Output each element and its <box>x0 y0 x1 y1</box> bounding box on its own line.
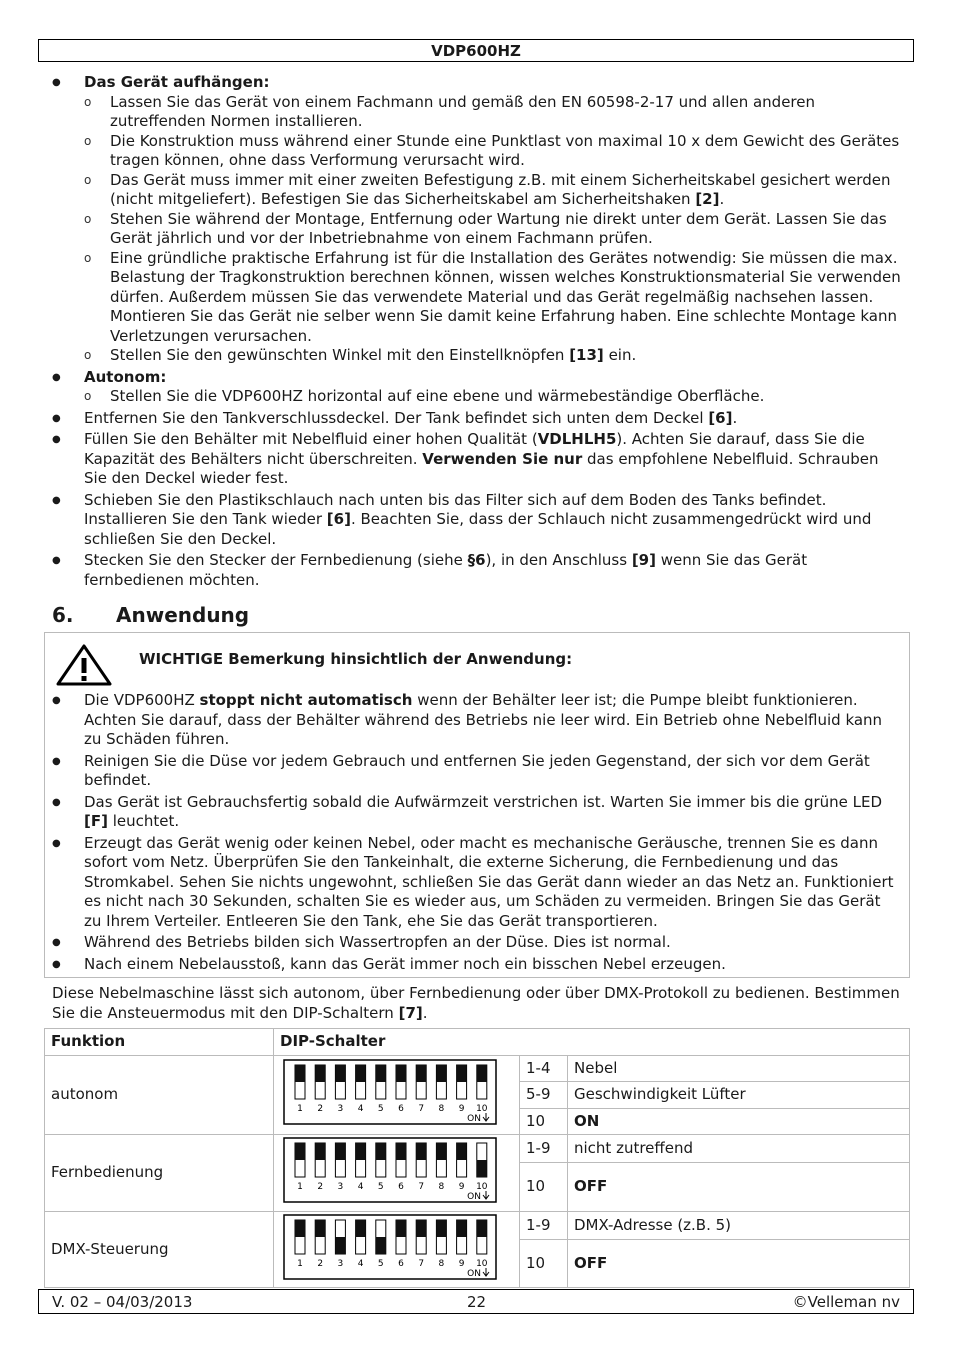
top-bullet-list <box>52 73 902 592</box>
dip-on-label: ON <box>467 1192 481 1202</box>
bold-text: [2] <box>695 190 720 208</box>
dip-number-label: 3 <box>337 1104 344 1115</box>
switch-range-cell: 10 <box>520 1240 568 1288</box>
sub-bullet-item <box>84 387 902 407</box>
dip-number-label: 2 <box>317 1258 324 1269</box>
mode-cell: DMX-Steuerung <box>45 1211 274 1288</box>
bold-text: VDLHLH5 <box>537 430 617 448</box>
text-run: . Beachten Sie, dass der Schlauch nicht zusammengedrückt wird und schließen Sie den Deckel. <box>84 510 872 548</box>
dip-number-label: 3 <box>337 1182 344 1192</box>
text-run: Stellen Sie die VDP600HZ horizontal auf eine ebene und wärmebeständige Oberfläche. <box>110 387 765 405</box>
dip-number-label: 4 <box>357 1258 364 1269</box>
dip-switch-10 <box>476 1220 488 1269</box>
switch-range-cell: 1-9 <box>520 1135 568 1163</box>
bold-text: [6] <box>708 408 733 427</box>
bold-text: [6] <box>326 510 351 528</box>
setting-description-cell: DMX-Adresse (z.B. 5) <box>568 1211 910 1240</box>
table-row <box>45 1135 910 1163</box>
table-row <box>45 1056 910 1082</box>
table-row <box>45 1211 910 1240</box>
dip-number-label: 9 <box>458 1104 465 1115</box>
text-run: Füllen Sie den Behälter mit Nebelfluid einer hohen Qualität ( <box>84 430 538 448</box>
text-run: Stecken Sie den Stecker der Fernbedienung (siehe <box>84 551 468 569</box>
dip-number-label: 8 <box>438 1182 445 1192</box>
dip-number-label: 9 <box>458 1182 465 1192</box>
dip-number-label: 5 <box>377 1104 384 1115</box>
sub-bullet-item <box>84 171 902 210</box>
setting-description-cell: Geschwindigkeit Lüfter <box>568 1082 910 1109</box>
bold-text: [7] <box>398 1003 423 1022</box>
dip-number-label: 5 <box>377 1182 384 1192</box>
dip-switch-table <box>44 1028 910 1288</box>
bold-text: Verwenden Sie nur <box>422 449 583 468</box>
text-run: Während des Betriebs bilden sich Wassertropfen an der Düse. Dies ist normal. <box>84 933 671 951</box>
section-number: 6. <box>52 603 74 627</box>
dip-on-label: ON <box>467 1114 481 1125</box>
dip-switch-diagram <box>283 1137 499 1205</box>
text-run: Das Gerät muss immer mit einer zweiten Befestigung z.B. mit einem Sicherheitskabel gesichert werden (nicht mitgeliefert). Befestigen Sie das Sicherheitskabel am Sicherheitshaken <box>110 170 891 208</box>
mode-cell: Fernbedienung <box>45 1135 274 1212</box>
text-run: ). Achten Sie darauf, dass Sie die Kapazität des Behälters nicht überschreiten. <box>84 430 865 468</box>
text-run: Erzeugt das Gerät wenig oder keinen Nebel, oder macht es mechanische Geräusche, trennen Sie es dann sofort vom Netz. Überprüfen Sie den Tankeinhalt, die externe Sicherung, die Fernbedienung und das Stromkabel. Sehen Sie nichts ungewohnt, schließen Sie das Gerät dann wieder an das Netz an. Funktioniert es nicht nach 30 Sekunden, schalten Sie es wieder aus, um Schäden zu vermeiden. Bringen Sie das Gerät zu Ihrem Verteiler. Entleeren Sie den Tank, ehe Sie das Gerät transportieren. <box>84 833 894 930</box>
dip-number-label: 7 <box>418 1104 425 1115</box>
text-run: Diese Nebelmaschine lässt sich autonom, über Fernbedienung oder über DMX-Protokoll zu bedienen. Bestimmen Sie die Ansteuermodus mit den DIP-Schaltern <box>52 984 900 1022</box>
text-run: Lassen Sie das Gerät von einem Fachmann und gemäß den EN 60598-2-17 und allen anderen zutreffenden Normen installieren. <box>110 92 816 130</box>
sub-bullet-item <box>84 346 902 366</box>
switch-range-cell: 1-4 <box>520 1056 568 1082</box>
bullet-item <box>52 409 902 429</box>
text-run: das empfohlene Nebelfluid. Schrauben Sie den Deckel wieder fest. <box>84 449 879 487</box>
dip-number-label: 9 <box>458 1258 465 1269</box>
mode-cell: autonom <box>45 1056 274 1135</box>
bullet-item <box>52 491 902 550</box>
bullet-item <box>52 73 902 366</box>
warning-list <box>52 691 902 976</box>
dip-number-label: 4 <box>357 1182 364 1192</box>
warning-item <box>52 752 902 791</box>
footer-copyright: ©Velleman nv <box>792 1293 900 1311</box>
warning-item <box>52 691 902 750</box>
switch-range-cell: 10 <box>520 1163 568 1212</box>
intro-paragraph <box>52 984 902 1023</box>
bold-text: [9] <box>631 551 656 569</box>
warning-item <box>52 933 902 953</box>
sub-bullet-item <box>84 249 902 347</box>
text-run: Stehen Sie während der Montage, Entfernung oder Wartung nie direkt unter dem Gerät. Lassen Sie das Gerät jährlich und vor der Inbetriebnahme von einem Fachmann prüfen. <box>110 209 887 247</box>
bold-text: [F] <box>84 812 108 830</box>
dip-number-label: 1 <box>297 1258 303 1269</box>
dip-number-label: 6 <box>398 1258 404 1269</box>
dip-switch-diagram <box>283 1059 499 1127</box>
dip-number-label: 10 <box>476 1182 488 1192</box>
table-header-row <box>45 1029 910 1056</box>
setting-description-cell: nicht zutreffend <box>568 1135 910 1163</box>
text-run: ein. <box>603 346 637 364</box>
dip-number-label: 5 <box>377 1258 384 1269</box>
dip-number-label: 3 <box>337 1258 344 1269</box>
dip-number-label: 10 <box>476 1104 488 1115</box>
text-run: Die VDP600HZ <box>84 691 200 709</box>
bold-text: stoppt nicht automatisch <box>199 691 413 709</box>
dip-number-label: 6 <box>398 1104 404 1115</box>
dip-number-label: 8 <box>438 1104 445 1115</box>
dip-number-label: 7 <box>418 1258 425 1269</box>
text-run: Schieben Sie den Plastikschlauch nach unten bis das Filter sich auf dem Boden des Tanks befindet. Installieren Sie den Tank wieder <box>84 490 827 528</box>
switch-range-cell: 10 <box>520 1109 568 1135</box>
dip-number-label: 4 <box>357 1104 364 1115</box>
text-run: Eine gründliche praktische Erfahrung ist für die Installation des Gerätes notwendig: Sie müssen die max. Belastung der Tragkonstruktion berechnen können, wissen welches Konstruktionsmaterial Sie verwenden dürfen. Außerdem müssen Sie das verwendete Material und das Gerät regelmäßig nachsehen lassen. Montieren Sie das Gerät nie selber wenn Sie damit keine Erfahrung haben. Eine schlechte Montage kann Verletzungen verursachen. <box>110 248 901 345</box>
text-run: Nach einem Nebelausstoß, kann das Gerät immer noch ein bisschen Nebel erzeugen. <box>84 954 726 973</box>
dip-on-label: ON <box>467 1268 481 1279</box>
dip-cell <box>274 1211 520 1288</box>
bullet-item <box>52 368 902 407</box>
switch-range-cell: 5-9 <box>520 1082 568 1109</box>
sub-bullet-item <box>84 93 902 132</box>
warning-item <box>52 955 902 975</box>
section-title: Anwendung <box>116 603 250 627</box>
dip-switch-10 <box>476 1143 488 1192</box>
setting-description-cell: ON <box>568 1109 910 1135</box>
dip-number-label: 6 <box>398 1182 404 1192</box>
footer-page-number: 22 <box>467 1293 487 1311</box>
section-heading <box>52 602 249 628</box>
sub-bullet-item <box>84 210 902 249</box>
dip-number-label: 10 <box>476 1258 488 1269</box>
switch-range-cell: 1-9 <box>520 1211 568 1240</box>
setting-description-cell: OFF <box>568 1240 910 1288</box>
page-footer <box>38 1289 914 1314</box>
text-run: ), in den Anschluss <box>485 551 632 569</box>
text-run: . <box>422 1003 428 1022</box>
bold-text: §6 <box>467 551 486 569</box>
page-header <box>38 39 914 62</box>
dip-number-label: 2 <box>317 1182 324 1192</box>
dip-switch-diagram <box>283 1214 499 1282</box>
text-run: wenn Sie das Gerät fernbedienen möchten. <box>84 551 808 589</box>
text-run: . <box>719 190 725 208</box>
text-run: Stellen Sie den gewünschten Winkel mit den Einstellknöpfen <box>110 346 570 364</box>
dip-number-label: 1 <box>297 1104 303 1115</box>
text-run: wenn der Behälter leer ist; die Pumpe bleibt funktionieren. Achten Sie darauf, dass der Behälter während des Betriebs nie leer wird. Ein Betrieb ohne Nebelfluid kann zu Schäden führen. <box>84 691 883 748</box>
bold-text: [13] <box>569 346 604 364</box>
text-run: Reinigen Sie die Düse vor jedem Gebrauch und entfernen Sie jeden Gegenstand, der sich vor dem Gerät befindet. <box>84 751 870 789</box>
sub-bullet-item <box>84 132 902 171</box>
header-title: VDP600HZ <box>431 42 521 60</box>
dip-switch-10 <box>476 1065 488 1114</box>
text-run: Die Konstruktion muss während einer Stunde eine Punktlast von maximal 10 x dem Gewicht des Gerätes tragen können, ohne dass Verformung verursacht wird. <box>110 131 900 169</box>
header-dip-switch: DIP-Schalter <box>274 1029 910 1056</box>
setting-description-cell: OFF <box>568 1163 910 1212</box>
text-run: . <box>732 408 738 427</box>
dip-cell <box>274 1056 520 1135</box>
setting-description-cell: Nebel <box>568 1056 910 1082</box>
header-function: Funktion <box>45 1029 274 1056</box>
bullet-item <box>52 551 902 590</box>
warning-item <box>52 793 902 832</box>
dip-number-label: 1 <box>297 1182 303 1192</box>
bullet-item <box>52 430 902 489</box>
warning-item <box>52 834 902 932</box>
text-run: Entfernen Sie den Tankverschlussdeckel. Der Tank befindet sich unten dem Deckel <box>84 408 709 427</box>
footer-version: V. 02 – 04/03/2013 <box>52 1293 193 1311</box>
dip-number-label: 8 <box>438 1258 445 1269</box>
dip-number-label: 7 <box>418 1182 425 1192</box>
dip-cell <box>274 1135 520 1212</box>
text-run: Das Gerät ist Gebrauchsfertig sobald die Aufwärmzeit verstrichen ist. Warten Sie immer bis die grüne LED <box>84 792 883 811</box>
warning-triangle-icon <box>55 643 113 693</box>
dip-number-label: 2 <box>317 1104 324 1115</box>
text-run: leuchtet. <box>107 812 180 830</box>
warning-title: WICHTIGE Bemerkung hinsichtlich der Anwendung: <box>139 650 573 668</box>
bullet-heading: Das Gerät aufhängen: <box>84 73 270 91</box>
bullet-heading: Autonom: <box>84 367 167 386</box>
